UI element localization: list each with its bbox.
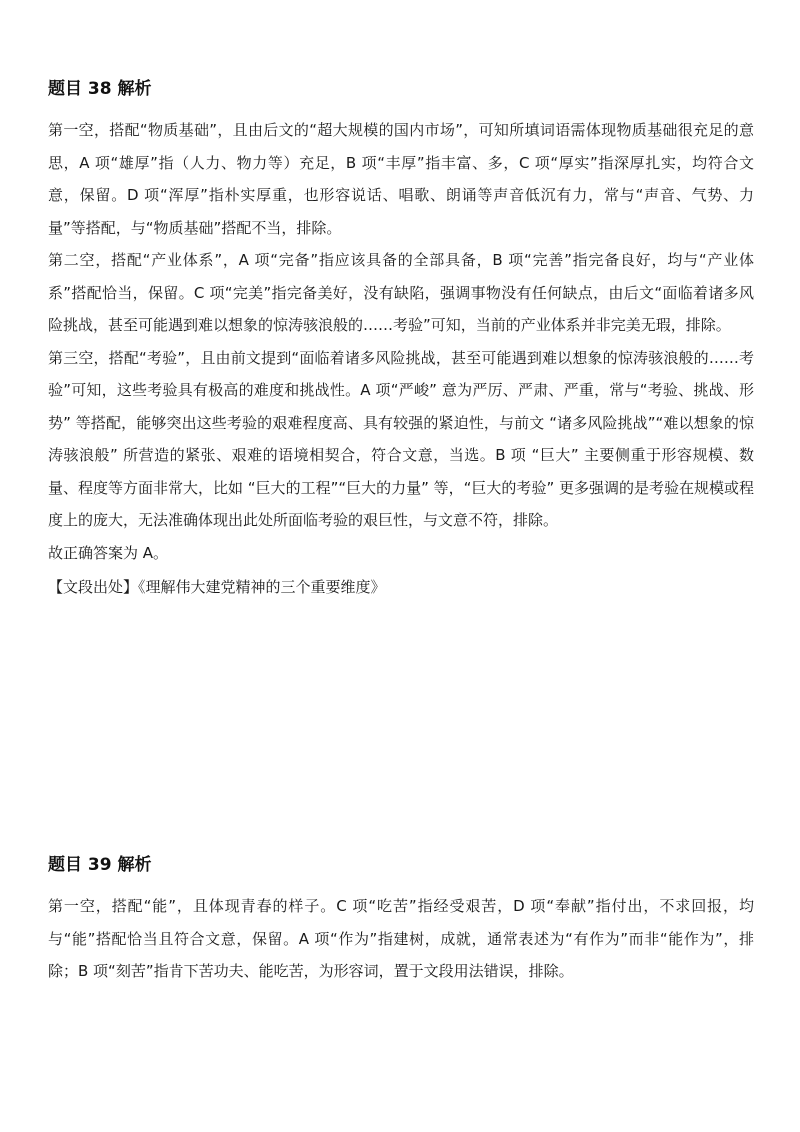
question-38-blank-3-paragraph: 第三空，搭配“考验”，且由前文提到“面临着诸多风险挑战，甚至可能遇到难以想象的惊涛骇浪般的……考验”可知，这些考验具有极高的难度和挑战性。A 项“严峻” 意为严厉、严肃、严重，常与“考验、挑战、形势” 等搭配，能够突出这些考验的艰难程度高、具有较强的紧迫性，与前文 “诸多风险挑战”“难以想象的惊涛骇浪般” 所营造的紧张、艰难的语境相契合，符合文意，当选。B 项 “巨大” 主要侧重于形容规模、数量、程度等方面非常大，比如 “巨大的工程”“巨大的力量” 等，“巨大的考验” 更多强调的是考验在规模或程度上的庞大，无法准确体现出此处所面临考验的艰巨性，与文意不符，排除。 [48,348,754,529]
question-39-blank-1-paragraph: 第一空，搭配“能”，且体现青春的样子。C 项“吃苦”指经受艰苦，D 项“奉献”指付出，不求回报，均与“能”搭配恰当且符合文意，保留。A 项“作为”指建树，成就，通常表述为“有作为”而非“能作为”，排除；B 项“刻苦”指肯下苦功夫、能吃苦，为形容词，置于文段用法错误，排除。 [48,897,754,980]
question-39-heading: 题目 39 解析 [48,855,152,875]
question-39-analysis [48,852,754,988]
question-38-blank-1-paragraph: 第一空，搭配“物质基础”，且由后文的“超大规模的国内市场”，可知所填词语需体现物质基础很充足的意思，A 项“雄厚”指（人力、物力等）充足，B 项“丰厚”指丰富、多，C 项“厚实”指深厚扎实，均符合文意，保留。D 项“浑厚”指朴实厚重，也形容说话、唱歌、朗诵等声音低沉有力，常与“声音、气势、力量”等搭配，与“物质基础”搭配不当，排除。 [48,121,754,237]
question-38-analysis [48,76,754,604]
question-38-blank-2-paragraph: 第二空，搭配“产业体系”，A 项“完备”指应该具备的全部具备，B 项“完善”指完备良好，均与“产业体系”搭配恰当，保留。C 项“完美”指完备美好，没有缺陷，强调事物没有任何缺点，由后文“面临着诸多风险挑战，甚至可能遇到难以想象的惊涛骇浪般的……考验”可知，当前的产业体系并非完美无瑕，排除。 [48,251,754,334]
question-38-heading: 题目 38 解析 [48,79,152,99]
question-38-answer: 故正确答案为 A。 [48,543,169,562]
question-38-source: 【文段出处】《理解伟大建党精神的三个重要维度》 [48,578,386,596]
